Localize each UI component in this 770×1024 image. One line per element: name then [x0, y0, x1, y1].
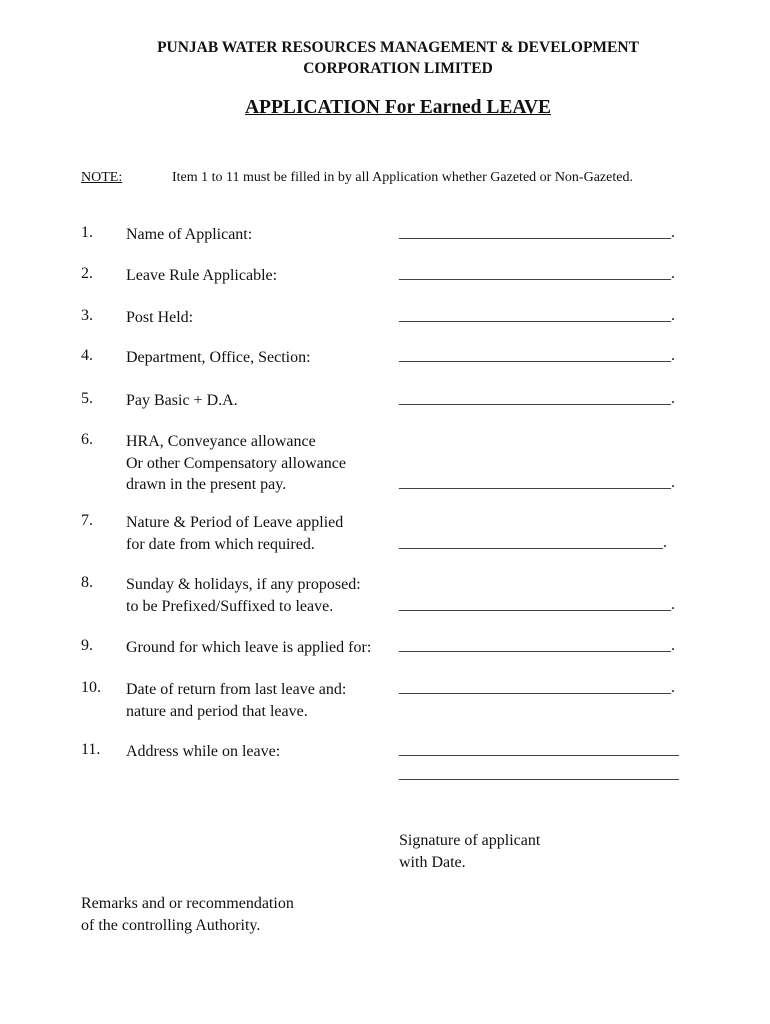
item-7-number: 7. [81, 512, 93, 529]
item-9-blank-field[interactable]: __________________________________. [399, 637, 675, 654]
remarks-line-1: Remarks and or recommendation [81, 895, 294, 912]
item-8-line-2: to be Prefixed/Suffixed to leave. [126, 597, 334, 615]
note-label: NOTE: [81, 170, 123, 185]
item-2-label [126, 265, 277, 287]
item-1-blank-field[interactable]: __________________________________. [399, 224, 675, 241]
item-5-blank-field[interactable]: __________________________________. [399, 390, 675, 407]
signature-block [399, 830, 540, 873]
item-4-label [126, 347, 311, 369]
org-line-1: PUNJAB WATER RESOURCES MANAGEMENT & DEVELOPMENT [157, 39, 639, 56]
item-3-number: 3. [81, 307, 93, 324]
item-11-label [126, 741, 280, 763]
item-4-number: 4. [81, 347, 93, 364]
item-10-line-1: Date of return from last leave and: [126, 681, 347, 698]
item-11-blank-field-line-1[interactable]: ___________________________________ [399, 741, 679, 758]
item-1-label [126, 224, 252, 246]
item-3-line-1: Post Held: [126, 309, 194, 326]
item-2-line-1: Leave Rule Applicable: [126, 267, 278, 284]
signature-line-2: with Date. [399, 853, 466, 871]
item-4-line-1: Department, Office, Section: [126, 349, 311, 366]
item-1-number: 1. [81, 224, 93, 241]
item-2-number: 2. [81, 265, 93, 282]
item-6-line-3: drawn in the present pay. [126, 476, 287, 493]
item-8-line-1: Sunday & holidays, if any proposed: [126, 576, 361, 593]
item-5-number: 5. [81, 390, 93, 407]
item-3-blank-field[interactable]: __________________________________. [399, 307, 675, 324]
item-8-blank-field[interactable]: __________________________________. [399, 596, 675, 613]
item-9-line-1: Ground for which leave is applied for: [126, 639, 372, 656]
item-6-line-2: Or other Compensatory allowance [126, 454, 346, 472]
item-11-blank-field-line-2[interactable]: ___________________________________ [399, 765, 679, 782]
note-text: Item 1 to 11 must be filled in by all Application whether Gazeted or Non-Gazeted. [172, 170, 633, 185]
remarks-block [81, 893, 294, 936]
item-11-number: 11. [81, 741, 101, 758]
item-1-line-1: Name of Applicant: [126, 226, 253, 243]
item-7-blank-field[interactable]: _________________________________. [399, 534, 667, 551]
item-10-blank-field[interactable]: __________________________________. [399, 679, 675, 696]
item-10-label [126, 679, 346, 722]
item-11-line-1: Address while on leave: [126, 743, 281, 760]
item-6-line-1: HRA, Conveyance allowance [126, 433, 316, 450]
item-7-line-2: for date from which required. [126, 535, 315, 553]
item-6-label [126, 431, 346, 496]
item-5-line-1: Pay Basic + D.A. [126, 392, 238, 409]
item-10-line-2: nature and period that leave. [126, 702, 308, 720]
item-7-line-1: Nature & Period of Leave applied [126, 514, 344, 531]
item-8-number: 8. [81, 574, 93, 591]
item-8-label [126, 574, 361, 617]
organization-name [0, 37, 770, 79]
item-2-blank-field[interactable]: __________________________________. [399, 265, 675, 282]
item-3-label [126, 307, 193, 329]
form-title: APPLICATION For Earned LEAVE [244, 97, 552, 118]
item-9-number: 9. [81, 637, 93, 654]
signature-line-1: Signature of applicant [399, 832, 541, 849]
item-6-blank-field[interactable]: __________________________________. [399, 474, 675, 491]
item-5-label [126, 390, 238, 412]
item-7-label [126, 512, 343, 555]
remarks-line-2: of the controlling Authority. [81, 916, 261, 934]
item-9-label [126, 637, 371, 659]
item-4-blank-field[interactable]: __________________________________. [399, 347, 675, 364]
item-10-number: 10. [81, 679, 101, 696]
item-6-number: 6. [81, 431, 93, 448]
org-line-2: CORPORATION LIMITED [303, 60, 493, 77]
